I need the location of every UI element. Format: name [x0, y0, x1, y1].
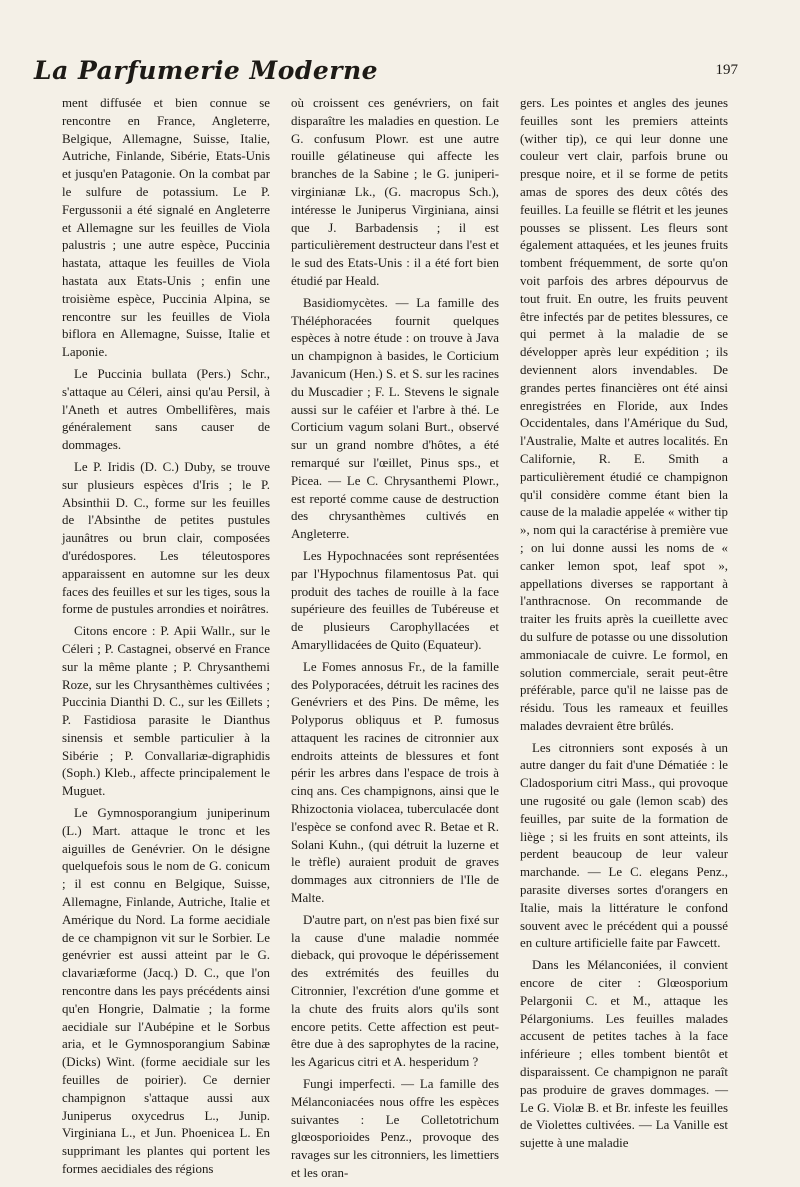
paragraph: Le Gymnosporangium juniperinum (L.) Mart. attaque le tronc et les aiguilles de Genévrier. On le désigne quelquefois sous le nom de G. conicum ; il est connu en Belgique, Suisse, Allemagne, Finlande, Autriche, Italie et Amérique du Nord. La forme aecidiale de ce champignon vit sur le Sorbier. Le genévrier est aussi atteint par le G. clavariæforme (Jacq.) D. C., que l'on rencontre dans les pays précédents ainsi qu'en Hongrie, Dalmatie ; la forme aecidiale sur l'Aubépine et le Sorbus aria, et le Gymnosporangium Sabinæ (Dicks) Wint. (forme aecidiale sur les feuilles de poirier). Ce dernier champignon s'attaque aussi aux Juniperus oxycedrus L., Junip. Virginiana L., et Jun. Phoenicea L. En supprimant les plantes qui portent les formes aecidiales des régions — [62, 806, 270, 1177]
text-columns — [62, 95, 744, 1181]
paragraph: ment diffusée et bien connue se rencontre en France, Angleterre, Belgique, Allemagne, Suisse, Italie, Autriche, Finlande, Sibérie, Etats-Unis et jusqu'en Patagonie. On la combat par le sulfure de potassium. Le P. Fergussonii a été signalé en Angleterre et Allemagne sur les feuilles de Viola palustris ; une autre espèce, Puccinia hastata, attaque les feuilles de Viola hastata aux Etats-Unis ; enfin une troisième espèce, Puccinia Alpina, se rencontre sur les feuilles de Viola biflora en Allemagne, Suisse, Italie et Laponie. — [62, 96, 270, 360]
paragraph: Les citronniers sont exposés à un autre danger du fait d'une Dématiée : le Cladosporium citri Mass., qui provoque une rugosité ou gale (lemon scab) des feuilles, par suite de la formation de liège ; si les fruits en sont atteints, ils perdent beaucoup de leur valeur marchande. — Le C. elegans Penz., parasite diverses sortes d'orangers en Italie, mais la littérature le confond souvent avec le précédent qui a poussé en culture artificielle faite par Fawcett. — [520, 740, 728, 951]
column-2 — [291, 95, 499, 1187]
paragraph: Le P. Iridis (D. C.) Duby, se trouve sur plusieurs espèces d'Iris ; le P. Absinthii D. C., forme sur les feuilles de l'Absinthe de petites pustules jaunâtres ou brun clair, composées d'urédospores. Les téleutospores apparaissent en automne sur les deux faces des feuilles et sur les tiges, sous la forme de pustules arrondies et noirâtres. — [62, 459, 270, 617]
paragraph-basidiomycetes: Basidiomycètes. — La famille des Théléphoracées fournit quelques espèces à notre étude : on trouve à Java un champignon à basides, le Corticium Javanicum (Hen.) S. et S. sur les racines du Muscadier ; F. L. Stevens le signale aussi sur le caféier et l'arbre à thé. Le Corticium vagum solani Burt., observé sur un grand nombre d'hôtes, a été remarqué sur l'œillet, Pinus sps., et Picea. — Le C. Chrysanthemi Plowr., est reporté comme cause de destruction des chrysanthèmes cultivés en Angleterre. — [291, 295, 499, 542]
column-1 — [62, 95, 270, 1187]
paragraph-fungi-imperfecti: Fungi imperfecti. — La famille des Mélanconiacées nous offre les espèces suivantes : Le Colletotrichum glœosporioides Penz., provoque des ravages sur les citronniers, les limettiers et les oran- — [291, 1077, 499, 1181]
paragraph: Le Fomes annosus Fr., de la famille des Polyporacées, détruit les racines des Genévriers et des Pins. De même, les Polyporus obliquus et P. fumosus attaquent les racines de citronnier aux endroits atteints de blessures et font périr les arbres dans l'espace de trois à cinq ans. Ces champignons, ainsi que le Rhizoctonia violacea, tuberculacée dont l'espèce se confond avec R. Betae et R. Solani Kuhn., (qui détruit la luzerne et le trèfle) auraient produit de graves dommages aux citronniers de l'Ile de Malte. — [291, 659, 499, 906]
paragraph: Dans les Mélanconiées, il convient encore de citer : Glœosporium Pelargonii C. et M., attaque les Pélargoniums. Les feuilles malades accusent de petites taches à la face inférieure ; elles tombent bientôt et disparaissent. Ce champignon ne paraît pas produire de graves dommages. — Le G. Violæ B. et Br. infeste les feuilles de Violettes cultivées. — La Vanille est sujette à une maladie — [520, 958, 728, 1151]
column-3 — [520, 95, 728, 1187]
paragraph: gers. Les pointes et angles des jeunes feuilles sont les premiers atteints (wither tip), ce qui leur donne une couleur vert clair, parfois brune ou presque noire, et il se forme de petits amas de spores des deux côtés des feuilles. La feuille se flétrit et les jeunes pousses se plissent. Les fleurs sont également attaquées, et les jeunes fruits tombent fréquemment, de sorte qu'on voit parfois des arbres dépourvus de tout fruit. En outre, les fruits peuvent être infectés par de petites blessures, ce qui permet à la maladie de se développer après leur expédition ; ils deviennent alors invendables. De grandes pertes financières ont été ainsi enregistrées en Floride, aux Indes Occidentales, dans l'Amérique du Sud, l'Australie, Malte et autres localités. En Californie, R. E. Smith a particulièrement étudié ce champignon qu'il considère comme étant bien la cause de la maladie appelée « wither tip », nom qui la caractérise à première vue ; on lui donne aussi les noms de « canker lemon spot, leaf spot », appellations diverses se rapportant à l'anthracnose. On recommande de traiter les fruits après la cueillette avec du sulfure de potasse ou une dissolution ammoniacale de cuivre. Le formol, en solution commerciale, serait peut-être préférable, parce qu'il ne laisse pas de résidu. Tous les rameaux et feuilles malades devraient être brûlés. — [520, 96, 728, 733]
paragraph: où croissent ces genévriers, on fait disparaître les maladies en question. Le G. confusum Plowr. est une autre rouille gélatineuse qui affecte les branches de la Sabine ; le G. juniperi-virginianæ Lk., (G. macropus Sch.), intéresse le Juniperus Virginiana, ainsi que J. Barbadensis ; il est particulièrement destructeur dans l'est et le sud des Etats-Unis : il a été fort bien étudié par Heald. — [291, 96, 499, 288]
paragraph: D'autre part, on n'est pas bien fixé sur la cause d'une maladie nommée dieback, qui provoque le dépérissement des extrémités des feuilles du Citronnier, l'excrétion d'une gomme et la chute des fruits alors qu'ils sont encore petits. Cette affection est peut-être due à des saprophytes de la racine, les Agaricus citri et A. hesperidum ? — [291, 912, 499, 1070]
paragraph: Les Hypochnacées sont représentées par l'Hypochnus filamentosus Pat. qui produit des taches de rouille à la face supérieure des feuilles de Tubéreuse et de plusieurs Carophyllacées et Amaryllidacées de Quito (Equateur). — [291, 548, 499, 652]
page-header — [34, 56, 738, 96]
paragraph: Le Puccinia bullata (Pers.) Schr., s'attaque au Céleri, ainsi qu'au Persil, à l'Aneth et autres Ombellifères, mais généralement sans causer de dommages. — [62, 366, 270, 453]
page-number: 197 — [715, 62, 738, 78]
paragraph: Citons encore : P. Apii Wallr., sur le Céleri ; P. Castagnei, observé en France sur la même plante ; P. Chrysanthemi Roze, sur les Chrysanthèmes cultivées ; Puccinia Dianthi D. C., sur les Œillets ; P. Fastidiosa parasite le Dianthus sinensis et semble particulier à la Sibérie ; P. Convallariæ-digraphidis (Soph.) Kleb., affecte principalement le Muguet. — [62, 624, 270, 799]
masthead-title: La Parfumerie Moderne — [34, 56, 379, 85]
